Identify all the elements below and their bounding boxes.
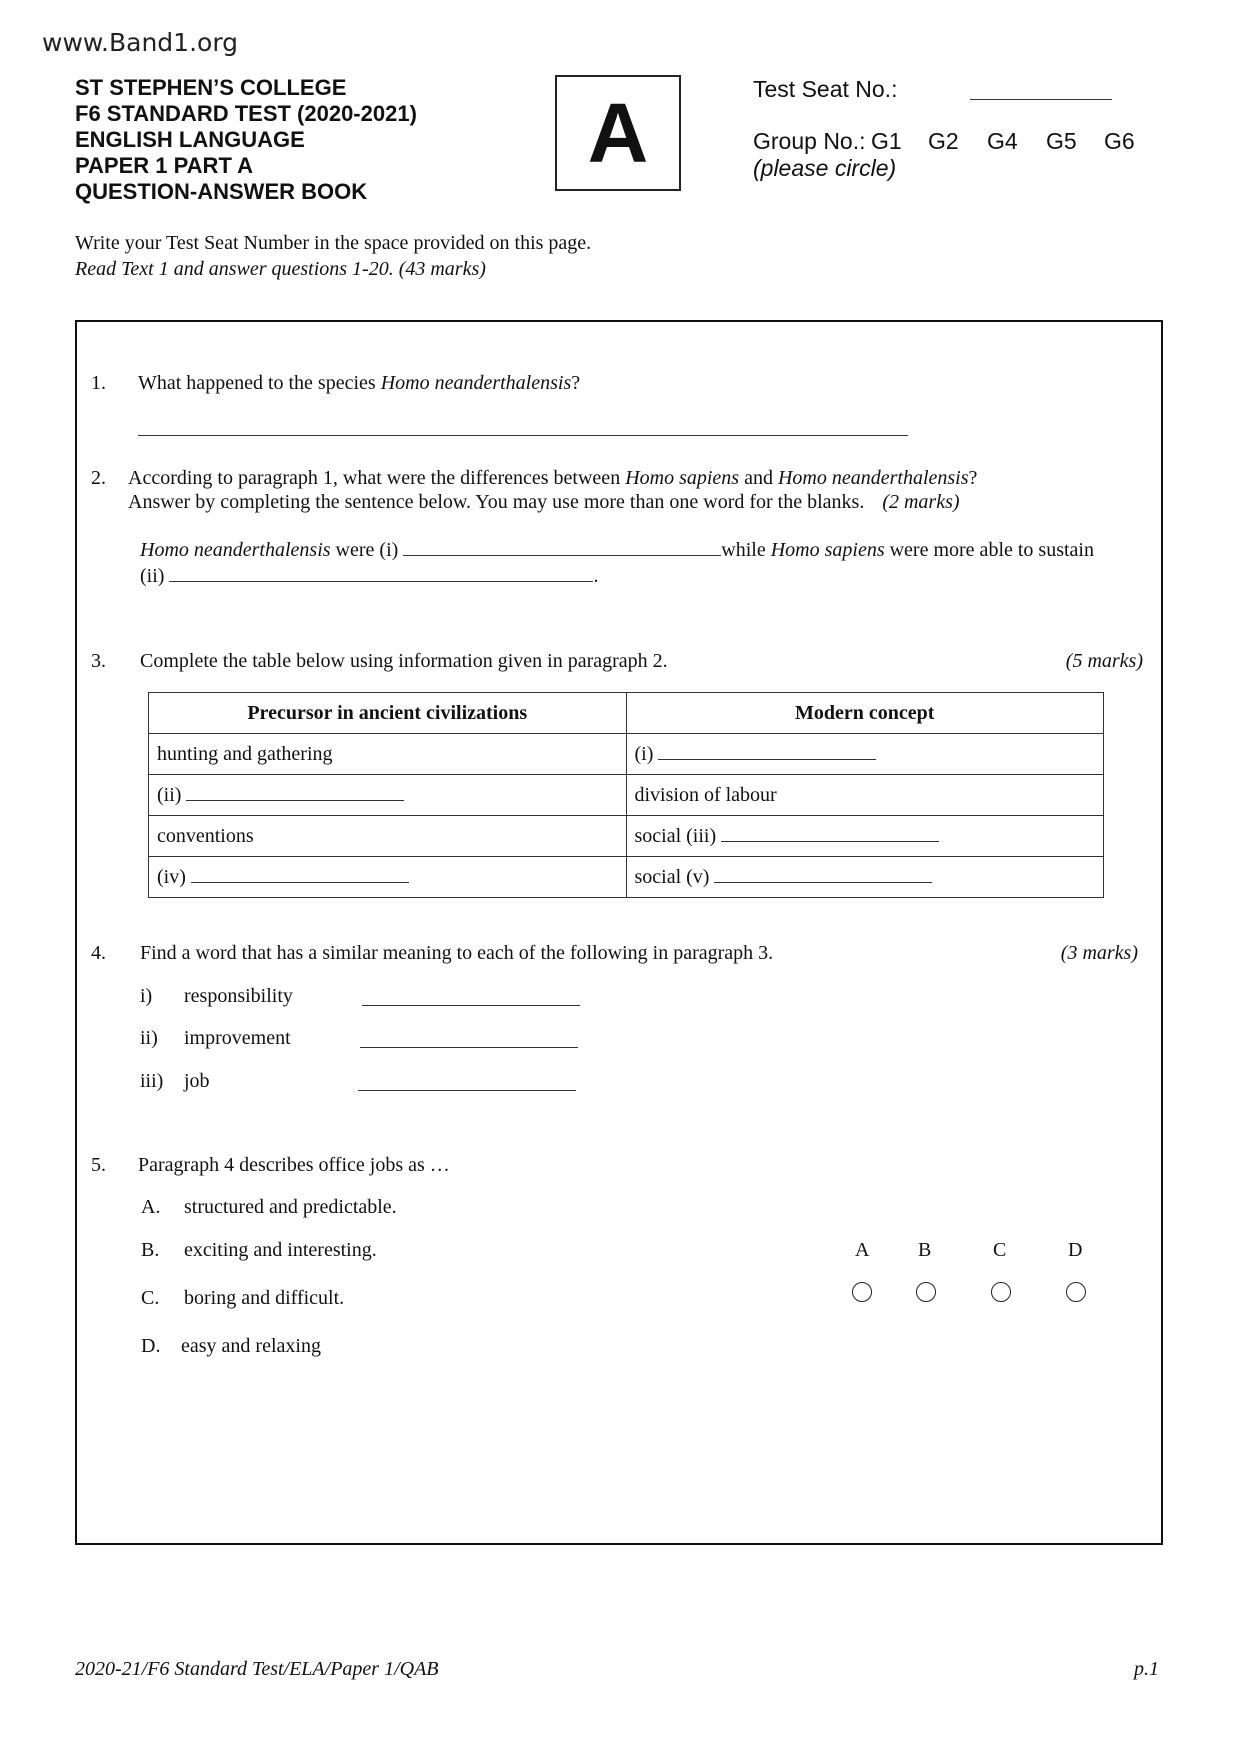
q4-answer-line-ii[interactable] <box>360 1047 578 1048</box>
q2-instruction-text: Answer by completing the sentence below. You may use more than one word for the blanks. <box>128 491 865 513</box>
q4-item-label: iii) <box>140 1070 164 1092</box>
q2-sentence-species2: Homo sapiens <box>770 539 885 561</box>
q5-option-letter: C. <box>141 1287 160 1309</box>
group-note: (please circle) <box>753 155 897 181</box>
table-row <box>149 816 1104 857</box>
answer-bubble-c[interactable] <box>991 1282 1011 1302</box>
q5-option-letter: B. <box>141 1239 160 1261</box>
page-number: p.1 <box>1134 1658 1159 1680</box>
q2-blank-ii[interactable] <box>169 581 593 582</box>
q2-text-d: Homo neanderthalensis <box>777 467 969 489</box>
q2-text-b: Homo sapiens <box>625 467 740 489</box>
group-label: Group No.: <box>753 128 866 154</box>
q2-marks: (2 marks) <box>882 491 960 513</box>
test-seat-field[interactable] <box>970 99 1112 100</box>
q1-text-c: ? <box>571 372 581 394</box>
answer-letter-b: B <box>918 1239 932 1261</box>
answer-letter-a: A <box>855 1239 870 1261</box>
q4-text: Find a word that has a similar meaning to each of the following in paragraph 3. <box>140 942 774 964</box>
group-option-g5[interactable]: G5 <box>1046 128 1077 154</box>
q2-text-e: ? <box>968 467 978 489</box>
instruction-read: Read Text 1 and answer questions 1-20. (43 marks) <box>75 258 486 280</box>
group-option-g2[interactable]: G2 <box>928 128 959 154</box>
q1-text <box>138 372 580 395</box>
blank-label: social (iii) <box>634 824 717 847</box>
q5-option-text: easy and relaxing <box>181 1335 321 1357</box>
q2-sentence-c: while <box>721 539 771 561</box>
table-row <box>149 857 1104 898</box>
blank-line-i[interactable] <box>658 759 876 760</box>
school-name: ST STEPHEN’S COLLEGE <box>75 75 347 100</box>
paper-part: PAPER 1 PART A <box>75 153 254 178</box>
q2-sentence-e: were more able to sustain <box>884 539 1094 561</box>
q5-option-text: structured and predictable. <box>184 1196 397 1218</box>
table-cell: conventions <box>149 816 627 857</box>
table-cell-blank[interactable] <box>626 857 1104 898</box>
book-type: QUESTION-ANSWER BOOK <box>75 179 368 204</box>
q4-answer-line-iii[interactable] <box>358 1090 576 1091</box>
table-header-modern: Modern concept <box>626 693 1104 734</box>
version-box <box>555 75 681 191</box>
q2-sentence-f: (ii) <box>140 565 170 587</box>
q2-text-c: and <box>739 467 778 489</box>
q1-species: Homo neanderthalensis <box>380 372 572 394</box>
blank-label: (i) <box>634 742 654 765</box>
version-letter: A <box>587 86 649 180</box>
test-title: F6 STANDARD TEST (2020-2021) <box>75 101 417 126</box>
test-seat-label: Test Seat No.: <box>753 76 898 102</box>
q2-sentence-line1 <box>140 539 1094 562</box>
instruction-seat: Write your Test Seat Number in the space provided on this page. <box>75 232 592 254</box>
q2-blank-i[interactable] <box>403 555 721 556</box>
q4-item-label: ii) <box>140 1027 158 1049</box>
q4-marks: (3 marks) <box>1060 942 1138 964</box>
answer-bubble-a[interactable] <box>852 1282 872 1302</box>
q5-number: 5. <box>91 1154 106 1176</box>
q5-text: Paragraph 4 describes office jobs as … <box>138 1154 450 1176</box>
group-option-g6[interactable]: G6 <box>1104 128 1135 154</box>
blank-label: social (v) <box>634 865 710 888</box>
q4-item-word: responsibility <box>184 985 293 1007</box>
q2-sentence-species: Homo neanderthalensis <box>140 539 331 561</box>
answer-bubble-d[interactable] <box>1066 1282 1086 1302</box>
answer-letter-d: D <box>1068 1239 1083 1261</box>
q2-sentence-g: . <box>593 565 599 587</box>
table-row <box>149 734 1104 775</box>
q3-number: 3. <box>91 650 106 672</box>
q3-table <box>148 692 1104 898</box>
table-cell: hunting and gathering <box>149 734 627 775</box>
table-cell: division of labour <box>626 775 1104 816</box>
group-option-g4[interactable]: G4 <box>987 128 1018 154</box>
blank-line-iv[interactable] <box>191 882 409 883</box>
watermark-text: www.Band1.org <box>42 28 239 57</box>
q1-text-a: What happened to the species <box>138 372 381 394</box>
answer-bubble-b[interactable] <box>916 1282 936 1302</box>
q5-option-letter: A. <box>141 1196 161 1218</box>
table-cell-blank[interactable] <box>626 816 1104 857</box>
q1-answer-line[interactable] <box>138 435 908 436</box>
subject: ENGLISH LANGUAGE <box>75 127 305 152</box>
blank-line-ii[interactable] <box>186 800 404 801</box>
q5-option-text: boring and difficult. <box>184 1287 345 1309</box>
q4-item-label: i) <box>140 985 153 1007</box>
q2-instruction <box>128 491 960 514</box>
q2-number: 2. <box>91 467 106 489</box>
q4-item-word: improvement <box>184 1027 291 1049</box>
q3-marks: (5 marks) <box>1065 650 1143 672</box>
blank-label: (ii) <box>157 783 182 806</box>
q5-option-letter: D. <box>141 1335 161 1357</box>
footer-reference: 2020-21/F6 Standard Test/ELA/Paper 1/QAB <box>75 1658 439 1680</box>
table-header-row <box>149 693 1104 734</box>
q4-item-word: job <box>184 1070 210 1092</box>
table-cell-blank[interactable] <box>149 857 627 898</box>
q2-sentence-b: were (i) <box>330 539 404 561</box>
table-cell-blank[interactable] <box>626 734 1104 775</box>
answer-letter-c: C <box>993 1239 1007 1261</box>
blank-label: (iv) <box>157 865 186 888</box>
table-header-precursor: Precursor in ancient civilizations <box>149 693 627 734</box>
q2-text <box>128 467 977 490</box>
blank-line-v[interactable] <box>714 882 932 883</box>
q1-number: 1. <box>91 372 106 394</box>
group-option-g1[interactable]: G1 <box>871 128 902 154</box>
blank-line-iii[interactable] <box>721 841 939 842</box>
q3-text: Complete the table below using information given in paragraph 2. <box>140 650 668 672</box>
q5-option-text: exciting and interesting. <box>184 1239 377 1261</box>
q4-number: 4. <box>91 942 106 964</box>
q2-sentence-line2 <box>140 565 598 588</box>
q2-text-a: According to paragraph 1, what were the differences between <box>128 467 626 489</box>
table-cell-blank[interactable] <box>149 775 627 816</box>
table-row <box>149 775 1104 816</box>
q4-answer-line-i[interactable] <box>362 1005 580 1006</box>
